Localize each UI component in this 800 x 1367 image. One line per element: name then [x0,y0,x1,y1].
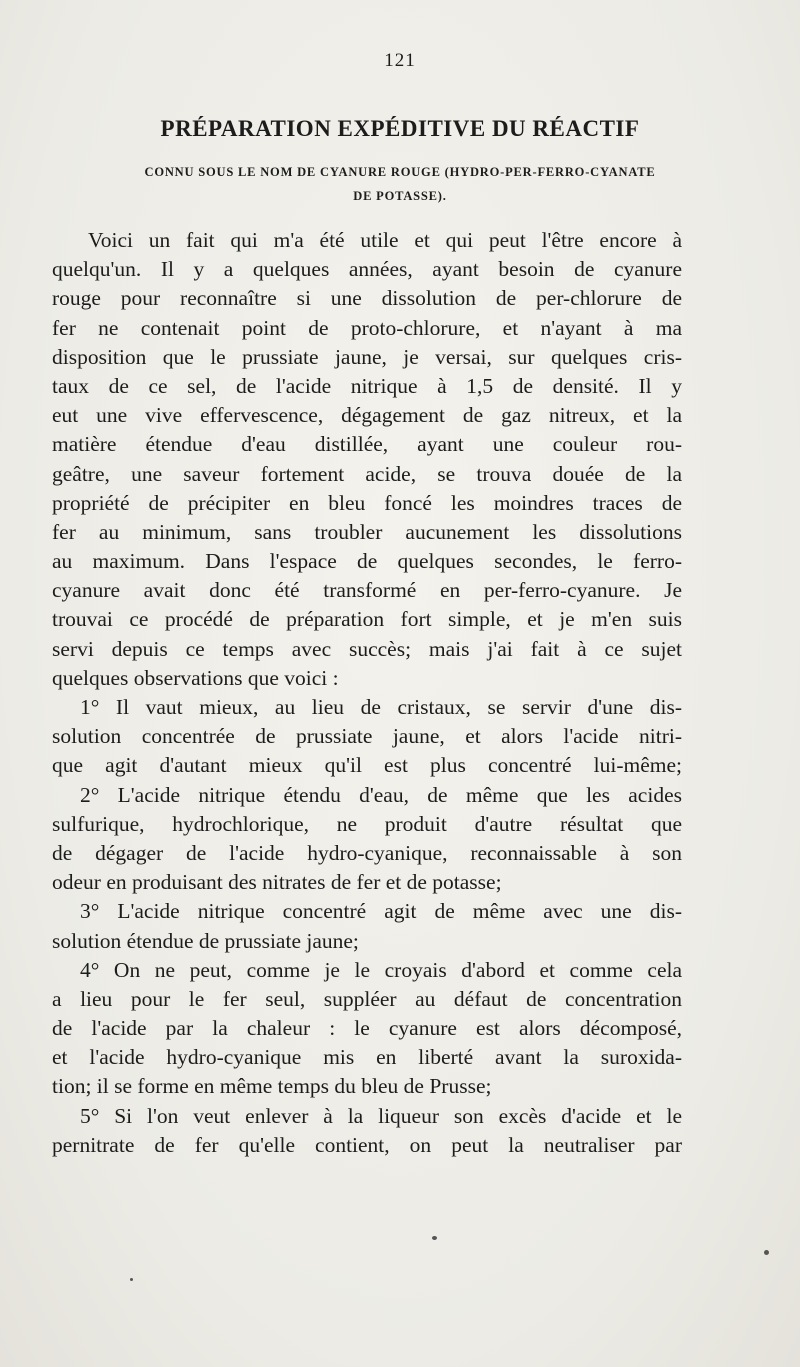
body-line: trouvai ce procédé de préparation fort simple, et je m'en suis [52,607,682,632]
body-line: 3° L'acide nitrique concentré agit de même avec une dis- [80,899,682,924]
body-line: tion; il se forme en même temps du bleu de Prusse; [52,1074,492,1099]
body-line: Voici un fait qui m'a été utile et qui peut l'être encore à [88,228,682,252]
body-line: fer ne contenait point de proto-chlorure, et n'ayant à ma [52,315,682,340]
subtitle-line: DE POTASSE). [353,189,447,203]
body-line: matière étendue d'eau distillée, ayant une couleur rou- [52,432,682,457]
body-line: quelques observations que voici : [52,665,339,690]
body-line: eut une vive effervescence, dégagement de gaz nitreux, et la [52,403,682,428]
article-title: PRÉPARATION EXPÉDITIVE DU RÉACTIF [160,116,640,141]
page-number: 121 [384,50,416,71]
body-line: au maximum. Dans l'espace de quelques secondes, le ferro- [52,549,682,574]
body-line: cyanure avait donc été transformé en per-ferro-cyanure. Je [52,578,682,603]
body-line: rouge pour reconnaître si une dissolution de per-chlorure de [52,286,682,311]
body-line: taux de ce sel, de l'acide nitrique à 1,5 de densité. Il y [52,373,682,398]
body-line: propriété de précipiter en bleu foncé les moindres traces de [52,490,682,515]
body-line: servi depuis ce temps avec succès; mais j'ai fait à ce sujet [52,636,682,661]
body-line: que agit d'autant mieux qu'il est plus concentré lui-même; [52,753,682,778]
subtitle-line: CONNU SOUS LE NOM DE CYANURE ROUGE (HYDRO-PER-FERRO-CYANATE [144,165,656,179]
body-line: et l'acide hydro-cyanique mis en liberté avant la suroxida- [52,1045,682,1070]
body-line: de l'acide par la chaleur : le cyanure est alors décomposé, [52,1016,682,1041]
body-line: solution étendue de prussiate jaune; [52,928,359,953]
article-body [52,226,682,1160]
body-line: 2° L'acide nitrique étendu d'eau, de même que les acides [80,782,682,807]
body-line: 5° Si l'on veut enlever à la liqueur son excès d'acide et le [80,1103,682,1128]
paper-speck [432,1236,437,1240]
body-line: sulfurique, hydrochlorique, ne produit d'autre résultat que [52,811,682,836]
body-line: 4° On ne peut, comme je le croyais d'abord et comme cela [80,957,682,982]
article-subtitle [55,160,745,208]
body-line: quelqu'un. Il y a quelques années, ayant besoin de cyanure [52,257,682,282]
body-line: fer au minimum, sans troubler aucunement les dissolutions [52,519,682,544]
paper-speck [130,1278,133,1281]
body-line: a lieu pour le fer seul, suppléer au défaut de concentration [52,986,682,1011]
body-line: solution concentrée de prussiate jaune, et alors l'acide nitri- [52,724,682,749]
body-line: disposition que le prussiate jaune, je versai, sur quelques cris- [52,344,682,369]
body-line: pernitrate de fer qu'elle contient, on peut la neutraliser par [52,1132,682,1157]
body-line: geâtre, une saveur fortement acide, se trouva douée de la [52,461,682,486]
body-line: de dégager de l'acide hydro-cyanique, reconnaissable à son [52,840,682,865]
body-line: 1° Il vaut mieux, au lieu de cristaux, se servir d'une dis- [80,695,682,719]
paper-speck [764,1250,769,1255]
body-line: odeur en produisant des nitrates de fer et de potasse; [52,870,502,895]
